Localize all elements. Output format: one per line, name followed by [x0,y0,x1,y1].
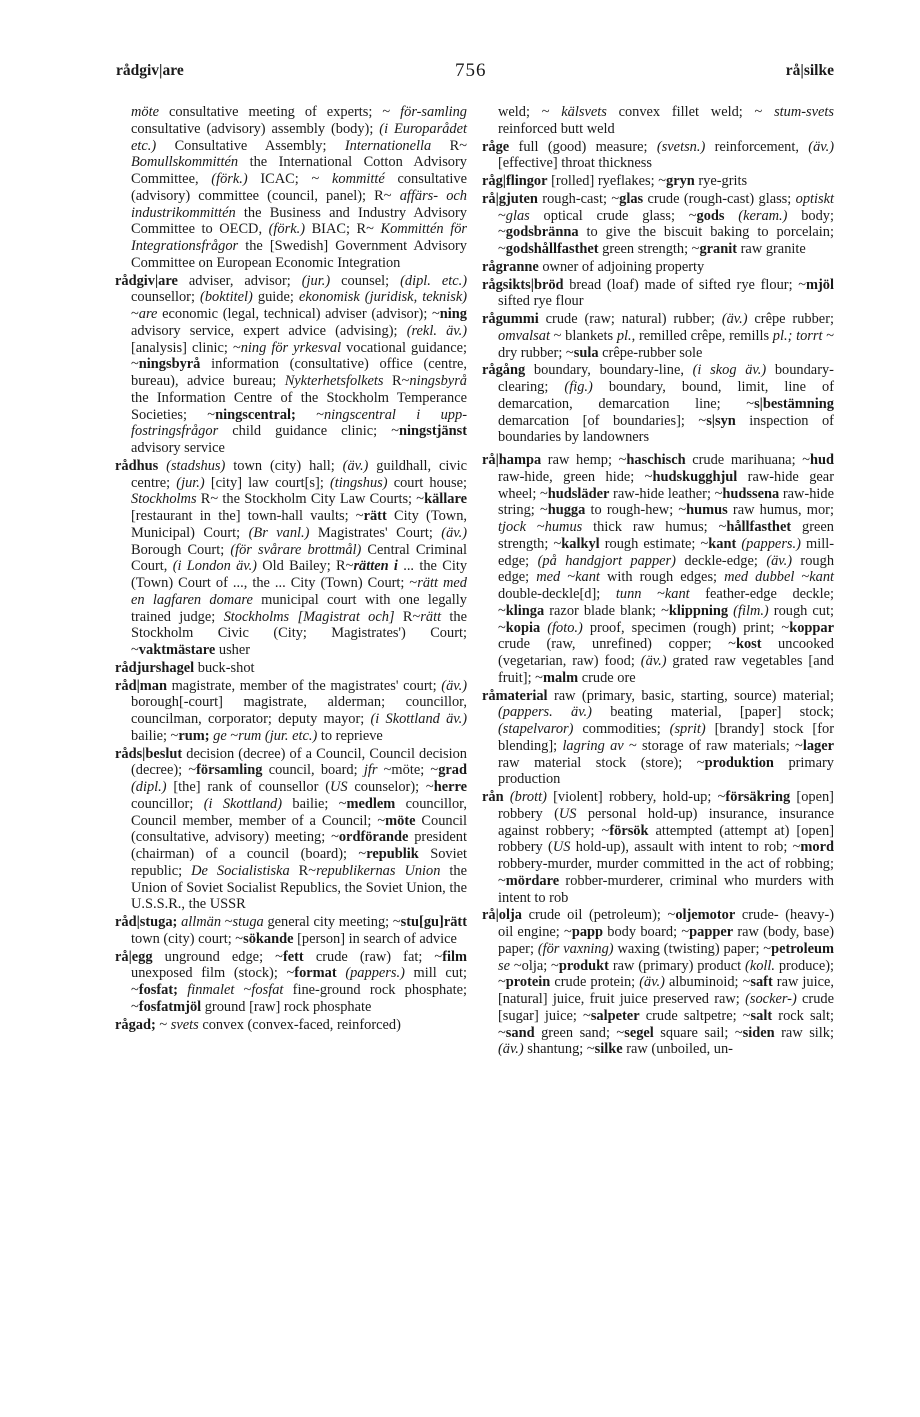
dictionary-entry: rågummi crude (raw; natural) rubber; (äv.) crêpe rubber; omvalsat ~ blankets pl., remilled crêpe, remills pl.; torrt ~ dry rubber; ~sula crêpe-rubber sole [482,311,835,361]
dictionary-entry: rå|egg unground edge; ~fett crude (raw) fat; ~film unexposed film (stock); ~format (pappers.) mill cut; ~fosfat; finmalet ~fosfat fine-ground rock phosphate; ~fosfatmjöl ground [raw] rock phosphate [115,948,467,1015]
dictionary-entry: rågång boundary, boundary-line, (i skog äv.) boundary-clearing; (fig.) boundary, bound, limit, line of demarcation, demarcation line; ~s|bestämning demarcation [of boundaries]; ~s|syn inspection of boundaries by landowners [482,362,834,446]
dictionary-entry: möte consultative meeting of experts; ~ för-samling consultative (advisory) assembly (body); (i Europarådet etc.) Consultative Assembly; Internationella R~ Bomullskommittén the International Cotton Advisory Committee, (förk.) ICAC; ~ kommitté consultative (advisory) committee (council, panel); R~ affärs- och industrikommittén the Business and Industry Advisory Committee to OECD, (förk.) BIAC; R~ Kommittén för Integrationsfrågor the [Swedish] Government Advisory Committee on European Economic Integration [131,104,468,271]
dictionary-entry: råd|stuga; allmän ~stuga general city meeting; ~stu[gu]rätt town (city) court; ~sökande [person] in search of advice [115,914,467,947]
dictionary-entry: rågsikts|bröd bread (loaf) made of sifted rye flour; ~mjöl sifted rye flour [482,276,834,310]
dictionary-entry: rådjurshagel buck-shot [115,659,255,676]
dictionary-entry: råds|beslut decision (decree) of a Council, Council decision (decree); ~församling council, board; jfr ~möte; ~grad (dipl.) [the] rank of counsellor (US counselor); ~herre councillor; (i Skottland) bailie; ~medlem councillor, Council member, member of a Council; ~möte Council (consultative, advisory) meeting; ~ordförande president (chairman) of a council (board); ~republik Soviet republic; De Socialistiska R~republikernas Union the Union of Soviet Socialist Republics, the Soviet Union, the U.S.S.R., the USSR [115,745,468,913]
dictionary-entry: råg|flingor [rolled] ryeflakes; ~gryn rye-grits [482,173,748,189]
running-head-left: rådgiv|are [116,62,184,79]
dictionary-entry: rådgiv|are adviser, advisor; (jur.) counsel; (dipl. etc.) counsellor; (boktitel) guide; ekonomisk (juridisk, teknisk) ~are economic (legal, technical) adviser (advisor); ~ning advisory service, expert advice (advising); (rekl. äv.) [analysis] clinic; ~ning för yrkesval vocational guidance; ~ningsbyrå information (consultative) office (centre, bureau), advice bureau; Nykterhetsfolkets R~ningsbyrå the Information Centre of the Stockholm Temperance Societies; ~ningscentral; ~ningscentral i upp-fostringsfrågor child guidance clinic; ~ningstjänst advisory service [115,272,468,456]
right-column [482,104,834,1059]
dictionary-entry: rå|olja crude oil (petroleum); ~oljemotor crude- (heavy-) oil engine; ~papp body board; ~papper raw (body, base) paper; (för vaxning) waxing (twisting) paper; ~petroleum se ~olja; ~produkt raw (primary) product (koll. produce); ~protein crude protein; (äv.) albuminoid; ~saft raw juice, [natural] juice, fruit juice preserved raw; (socker-) crude [sugar] juice; ~salpeter crude saltpetre; ~salt rock salt; ~sand green sand; ~segel square sail; ~siden raw silk; (äv.) shantung; ~silke raw (unboiled, un- [482,907,835,1058]
dictionary-entry: rån (brott) [violent] robbery, hold-up; ~försäkring [open] robbery (US personal hold-up) insurance, insurance against robbery; ~försök attempted (attempt at) [open] robbery (US hold-up), assault with intent to rob; ~mord robbery-murder, murder committed in the act of robbing; ~mördare robber-murderer, criminal who murders with intent to rob [482,789,834,906]
page-number: 756 [455,60,487,81]
dictionary-entry: rå|hampa raw hemp; ~haschisch crude marihuana; ~hud raw-hide, green hide; ~hudskugghjul raw-hide gear wheel; ~hudsläder raw-hide leather; ~hudssena raw-hide string; ~hugga to rough-hew; ~humus raw humus, mor; tjock ~humus thick raw humus; ~hållfasthet green strength; ~kalkyl rough estimate; ~kant (pappers.) mill-edge; (på handgjort papper) deckle-edge; (äv.) rough edge; med ~kant with rough edges; med dubbel ~kant double-deckle[d]; tunn ~kant feather-edge deckle; ~klinga razor blade blank; ~klippning (film.) rough cut; ~kopia (foto.) proof, specimen (rough) print; ~koppar crude (raw, unrefined) copper; ~kost uncooked (vegetarian, raw) food; (äv.) grated raw vegetables [and fruit]; ~malm crude ore [482,452,835,686]
dictionary-entry: rågranne owner of adjoining property [482,258,705,275]
running-head-right: rå|silke [785,62,834,79]
dictionary-entry: rådhus (stadshus) town (city) hall; (äv.) guildhall, civic centre; (jur.) [city] law court[s]; (tingshus) court house; Stockholms R~ the Stockholm City Law Courts; ~källare [restaurant in the] town-hall vaults; ~rätt City (Town, Municipal) Court; (Br vanl.) Magistrates' Court; (äv.) Borough Court; (för svårare brottmål) Central Criminal Court, (i London äv.) Old Bailey; R~rätten i ... the City (Town) Court of ..., the ... City (Town) Court; ~rätt med en lagfaren domare municipal court with one legally trained judge; Stockholms [Magistrat och] R~rätt the Stockholm Civic (City; Magistrates') Court; ~vaktmästare usher [115,457,468,658]
dictionary-entry: weld; ~ kälsvets convex fillet weld; ~ stum-svets reinforced butt weld [498,104,835,137]
dictionary-entry: råge full (good) measure; (svetsn.) reinforcement, (äv.) [effective] throat thickness [482,138,834,172]
dictionary-entry: råmaterial raw (primary, basic, starting, source) material; (pappers. äv.) beating material, [paper] stock; (stapelvaror) commodities; (sprit) [brandy] stock [for blending]; lagring av ~ storage of raw materials; ~lager raw material stock (store); ~produktion primary production [482,687,835,788]
dictionary-entry: rå|gjuten rough-cast; ~glas crude (rough-cast) glass; optiskt ~glas optical crude glass; ~gods (keram.) body; ~godsbränna to give the biscuit baking to porcelain; ~godshållfasthet green strength; ~granit raw granite [482,190,835,257]
dictionary-entry: rågad; ~ svets convex (convex-faced, reinforced) [115,1016,401,1033]
left-column [115,104,467,1034]
dictionary-entry: råd|man magistrate, member of the magistrates' court; (äv.) borough[-court] magistrate, alderman; councillor, councilman, corporator; deputy mayor; (i Skottland äv.) bailie; ~rum; ge ~rum (jur. etc.) to reprieve [115,677,468,744]
